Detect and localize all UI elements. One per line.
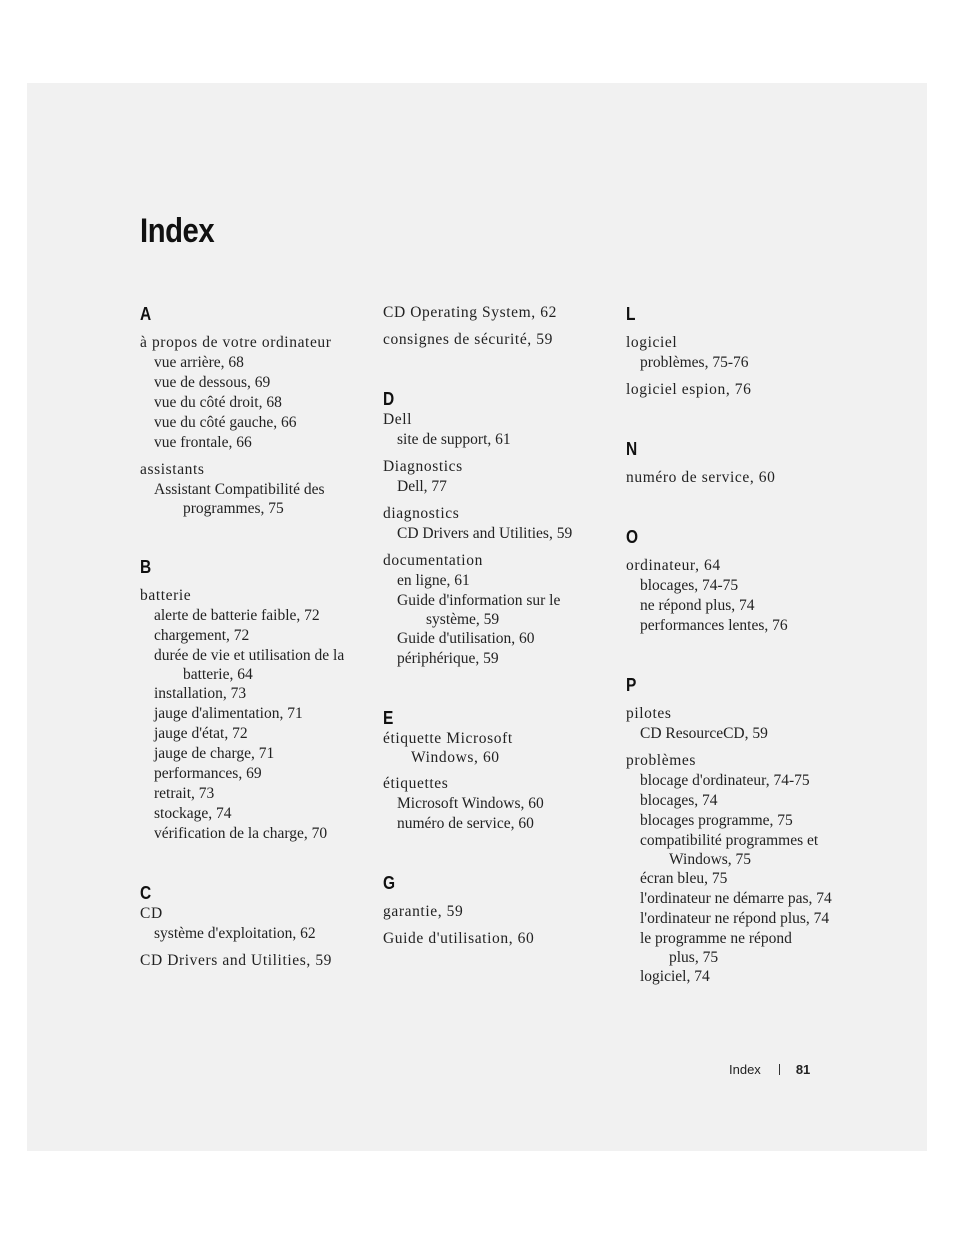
index-subentry: vue frontale, 66 xyxy=(154,434,252,451)
section-letter-a: A xyxy=(140,304,152,324)
index-subentry-continuation: batterie, 64 xyxy=(183,666,253,683)
index-column-1 xyxy=(140,303,372,971)
index-entry-text: étiquette Microsoft xyxy=(383,730,513,747)
index-subentry: vue de dessous, 69 xyxy=(154,374,271,391)
index-subentry-text: durée de vie et utilisation de la xyxy=(154,647,345,664)
index-subentry-text: Assistant Compatibilité des xyxy=(154,481,325,498)
index-subentry: logiciel, 74 xyxy=(640,968,710,985)
index-subentry: performances, 69 xyxy=(154,765,262,782)
index-subentry: Dell, 77 xyxy=(397,478,447,495)
index-subentry: vue du côté gauche, 66 xyxy=(154,414,297,431)
index-subentry: numéro de service, 60 xyxy=(397,815,534,832)
index-subentry: l'ordinateur ne répond plus, 74 xyxy=(640,910,830,927)
index-subentry: installation, 73 xyxy=(154,685,247,702)
index-subentry-text: le programme ne répond xyxy=(640,930,792,947)
section-letter-o: O xyxy=(626,527,639,547)
index-subentry-text: Guide d'information sur le xyxy=(397,592,561,609)
index-subentry-text: compatibilité programmes et xyxy=(640,832,819,849)
footer-separator xyxy=(779,1064,780,1075)
index-entry: batterie xyxy=(140,587,192,604)
index-entry: Diagnostics xyxy=(383,458,463,475)
index-entry: ordinateur, 64 xyxy=(626,557,721,574)
index-entry: CD Operating System, 62 xyxy=(383,304,557,321)
index-entry: étiquettes xyxy=(383,775,449,792)
index-entry: garantie, 59 xyxy=(383,903,464,920)
index-entry: Dell xyxy=(383,411,413,428)
section-letter-g: G xyxy=(383,873,396,893)
index-subentry: retrait, 73 xyxy=(154,785,215,802)
index-entry: consignes de sécurité, 59 xyxy=(383,331,553,348)
page-footer xyxy=(729,1062,810,1077)
section-letter-n: N xyxy=(626,439,638,459)
index-subentry: système d'exploitation, 62 xyxy=(154,925,316,942)
index-subentry: site de support, 61 xyxy=(397,431,511,448)
index-subentry-continuation: système, 59 xyxy=(426,611,500,628)
index-subentry-continuation: plus, 75 xyxy=(669,949,719,966)
page-title: Index xyxy=(140,212,215,250)
index-subentry: CD ResourceCD, 59 xyxy=(640,725,768,742)
index-subentry: en ligne, 61 xyxy=(397,572,470,589)
index-subentry: écran bleu, 75 xyxy=(640,870,728,887)
index-entry: CD Drivers and Utilities, 59 xyxy=(140,952,333,969)
index-subentry: blocages, 74 xyxy=(640,792,718,809)
index-subentry: alerte de batterie faible, 72 xyxy=(154,607,320,624)
index-subentry-continuation: Windows, 75 xyxy=(669,851,752,868)
index-subentry: périphérique, 59 xyxy=(397,650,499,667)
index-column-3 xyxy=(626,303,858,987)
index-subentry: problèmes, 75-76 xyxy=(640,354,749,371)
index-subentry: vérification de la charge, 70 xyxy=(154,825,328,842)
section-letter-l: L xyxy=(626,304,636,324)
index-subentry: ne répond plus, 74 xyxy=(640,597,755,614)
index-subentry xyxy=(626,929,858,967)
index-subentry: blocage d'ordinateur, 74-75 xyxy=(640,772,810,789)
index-entry: diagnostics xyxy=(383,505,460,522)
index-entry: CD xyxy=(140,905,163,922)
index-entry: Guide d'utilisation, 60 xyxy=(383,930,535,947)
section-letter-c: C xyxy=(140,883,152,903)
index-subentry xyxy=(383,591,615,629)
index-entry: à propos de votre ordinateur xyxy=(140,334,332,351)
index-subentry: CD Drivers and Utilities, 59 xyxy=(397,525,573,542)
index-subentry: jauge d'alimentation, 71 xyxy=(154,705,303,722)
index-entry: problèmes xyxy=(626,752,696,769)
section-letter-b: B xyxy=(140,557,152,577)
index-entry: assistants xyxy=(140,461,205,478)
index-subentry: blocages programme, 75 xyxy=(640,812,793,829)
index-subentry-continuation: programmes, 75 xyxy=(183,500,284,517)
index-column-2 xyxy=(383,303,615,949)
index-subentry: jauge d'état, 72 xyxy=(154,725,248,742)
index-subentry: vue du côté droit, 68 xyxy=(154,394,282,411)
index-entry-continuation: Windows, 60 xyxy=(411,749,500,766)
index-subentry: Guide d'utilisation, 60 xyxy=(397,630,535,647)
index-subentry: vue arrière, 68 xyxy=(154,354,244,371)
index-subentry xyxy=(140,646,372,684)
index-subentry xyxy=(626,831,858,869)
section-letter-e: E xyxy=(383,708,394,728)
index-entry: pilotes xyxy=(626,705,672,722)
index-subentry: blocages, 74-75 xyxy=(640,577,739,594)
index-entry xyxy=(383,729,615,767)
footer-section-label: Index xyxy=(729,1062,761,1077)
index-subentry: l'ordinateur ne démarre pas, 74 xyxy=(640,890,832,907)
index-subentry: jauge de charge, 71 xyxy=(154,745,275,762)
index-subentry xyxy=(140,480,372,518)
index-entry: numéro de service, 60 xyxy=(626,469,776,486)
index-subentry: chargement, 72 xyxy=(154,627,250,644)
section-letter-p: P xyxy=(626,675,637,695)
index-entry: documentation xyxy=(383,552,483,569)
section-letter-d: D xyxy=(383,389,395,409)
index-subentry: Microsoft Windows, 60 xyxy=(397,795,544,812)
index-entry: logiciel espion, 76 xyxy=(626,381,752,398)
index-subentry: stockage, 74 xyxy=(154,805,232,822)
index-entry: logiciel xyxy=(626,334,678,351)
index-subentry: performances lentes, 76 xyxy=(640,617,788,634)
page-number: 81 xyxy=(795,1062,811,1077)
